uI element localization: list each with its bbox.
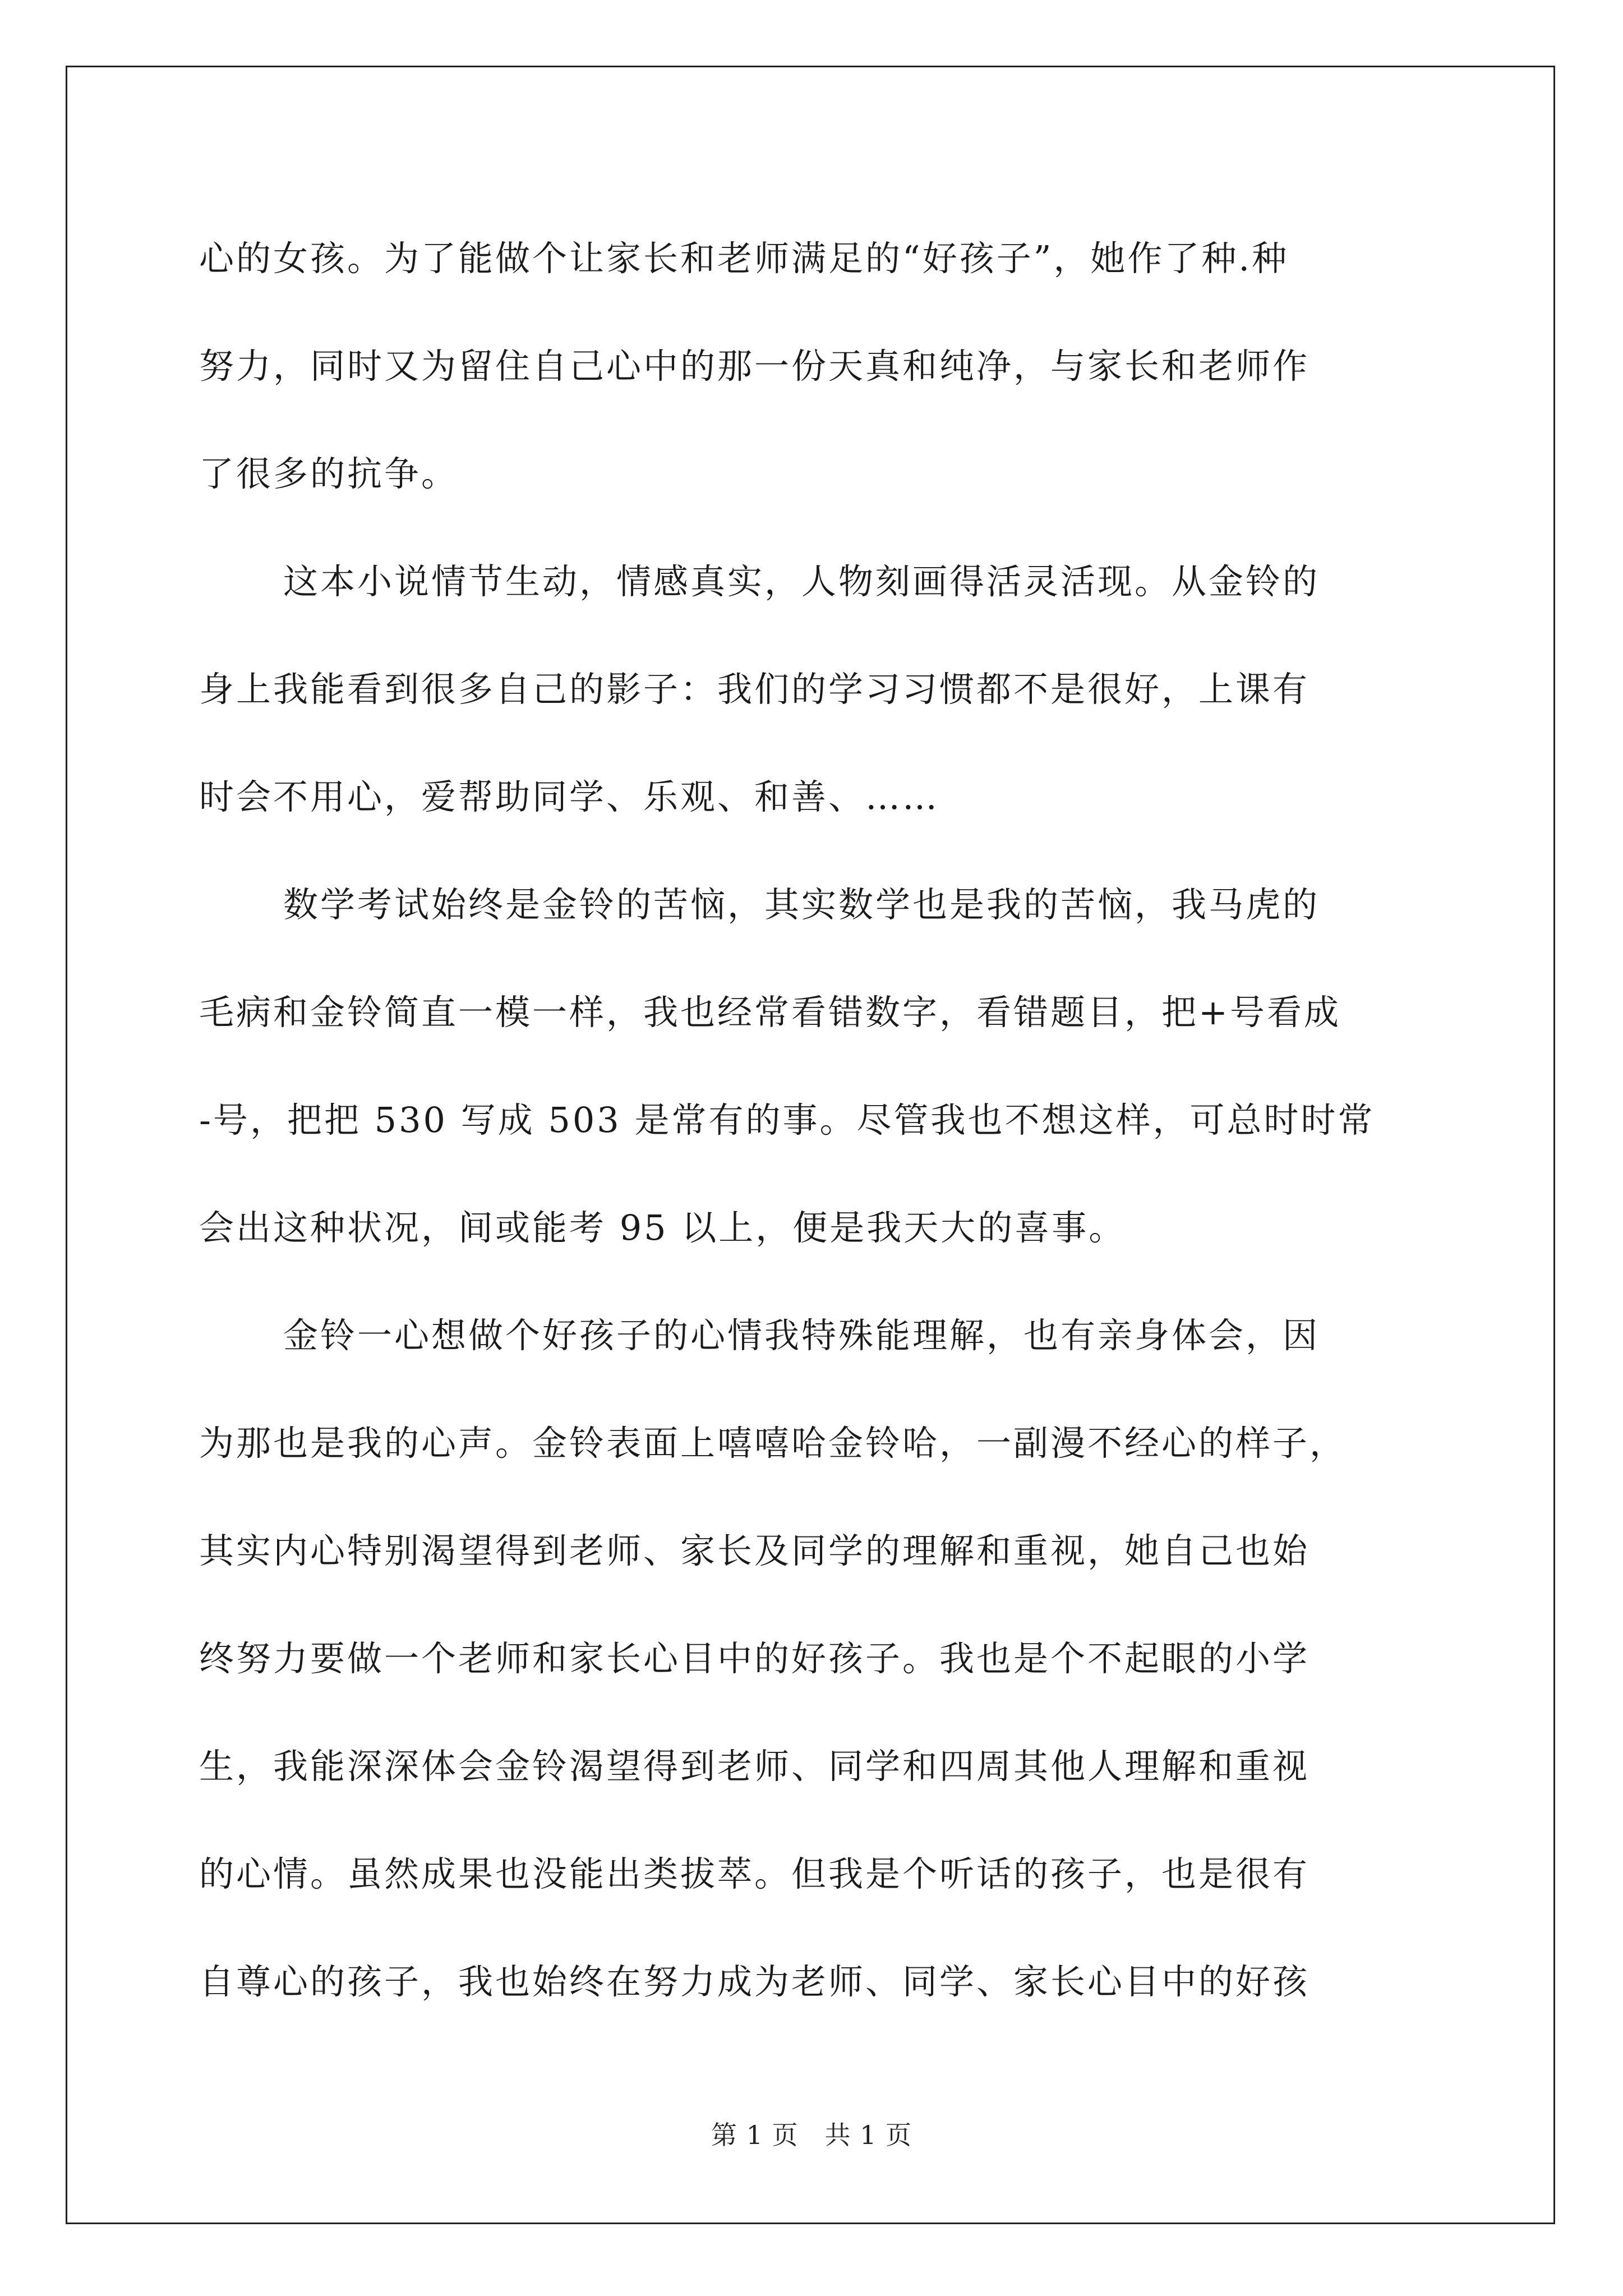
text-line: 会出这种状况，间或能考 95 以上，便是我天大的喜事。: [199, 1207, 1126, 1248]
paragraph-start-line: 数学考试始终是金铃的苦恼，其实数学也是我的苦恼，我马虎的: [283, 884, 1320, 925]
paragraph-start-line: 金铃一心想做个好孩子的心情我特殊能理解，也有亲身体会，因: [283, 1315, 1320, 1356]
text-line: 自尊心的孩子，我也始终在努力成为老师、同学、家长心目中的好孩: [199, 1961, 1310, 2002]
text-line: 毛病和金铃简直一模一样，我也经常看错数字，看错题目，把+号看成: [199, 992, 1341, 1033]
text-line: 了很多的抗争。: [199, 453, 459, 494]
page-number-footer: 第 1 页 共 1 页: [711, 2120, 912, 2150]
text-line: 生，我能深深体会金铃渴望得到老师、同学和四周其他人理解和重视: [199, 1746, 1310, 1787]
text-line: 努力，同时又为留住自己心中的那一份天真和纯净，与家长和老师作: [199, 346, 1310, 386]
text-line: 身上我能看到很多自己的影子：我们的学习习惯都不是很好，上课有: [199, 669, 1310, 710]
text-line: 终努力要做一个老师和家长心目中的好孩子。我也是个不起眼的小学: [199, 1638, 1310, 1679]
text-line: 心的女孩。为了能做个让家长和老师满足的“好孩子”，她作了种.种: [199, 238, 1289, 279]
text-line: 的心情。虽然成果也没能出类拔萃。但我是个听话的孩子，也是很有: [199, 1853, 1310, 1894]
text-line: 时会不用心，爱帮助同学、乐观、和善、……: [199, 776, 940, 817]
text-line: 其实内心特别渴望得到老师、家长及同学的理解和重视，她自己也始: [199, 1530, 1310, 1571]
text-line: 为那也是我的心声。金铃表面上嘻嘻哈金铃哈，一副漫不经心的样子，: [199, 1423, 1347, 1464]
text-line: -号，把把 530 写成 503 是常有的事。尽管我也不想这样，可总时时常: [199, 1099, 1375, 1140]
document-body: [199, 205, 1427, 2036]
paragraph-start-line: 这本小说情节生动，情感真实，人物刻画得活灵活现。从金铃的: [283, 561, 1320, 602]
